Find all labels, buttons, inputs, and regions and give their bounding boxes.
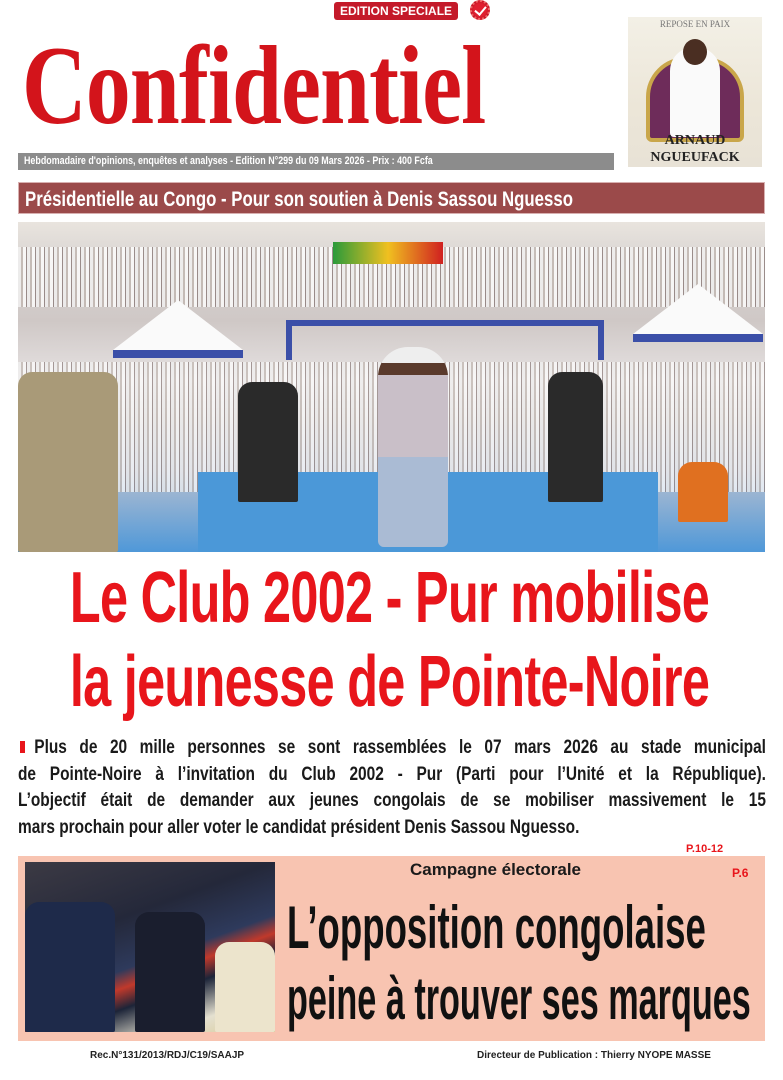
lead-line: Plus de 20 mille personnes se sont rassemblées le 07 mars 2026 au stade municipal (34, 737, 766, 758)
lead-paragraph (18, 735, 766, 841)
lead-line: L’objectif était de demander aux jeunes congolais de se mobiliser massivement le 15 (18, 790, 766, 811)
person-orange-vest (678, 462, 728, 522)
main-headline (22, 556, 762, 724)
newspaper-title: Confidentiel (22, 24, 486, 148)
memorial-photo (628, 17, 762, 167)
memorial-name-line-2: NGUEUFACK (650, 150, 740, 165)
memorial-name-line-1: ARNAUD (664, 133, 726, 148)
tent-right-base (633, 334, 763, 342)
tent-right (633, 284, 763, 334)
stadium-rally-photo (18, 222, 765, 552)
tagline-bar (18, 153, 614, 170)
masthead-logo (22, 22, 622, 151)
registration-number: Rec.N°131/2013/RDJ/C19/SAAJP (90, 1050, 245, 1061)
speaker-figure (378, 347, 448, 547)
lead-line: de Pointe-Noire à l’invitation du Club 2002 - Pur (Parti pour l’Unité et la République). (18, 763, 766, 785)
person-seated (215, 942, 275, 1032)
person-seated (135, 912, 205, 1032)
lead-line: mars prochain pour aller voter le candidat président Denis Sassou Nguesso. (18, 816, 580, 838)
tagline-text: Hebdomadaire d'opinions, enquêtes et analyses - Edition N°299 du 09 Mars 2026 - Prix : 400 Fcfa (24, 155, 433, 167)
stage-frame (286, 320, 604, 360)
secondary-headline-line-1: L’opposition congolaise (287, 894, 706, 961)
badge-line-1: EDITION (340, 4, 389, 18)
headline-line-2: la jeunesse de Pointe-Noire (69, 642, 710, 722)
person-head-shape (683, 39, 707, 65)
publication-director: Directeur de Publication : Thierry NYOPE MASSE (477, 1050, 711, 1061)
secondary-kicker: Campagne électorale (410, 860, 582, 879)
flag-banner (333, 242, 443, 264)
edition-speciale-badge (334, 2, 458, 20)
secondary-headline-line-2: peine à trouver ses marques (287, 965, 751, 1032)
cameraman (238, 382, 298, 502)
memorial-name (628, 132, 762, 166)
headline-line-1: Le Club 2002 - Pur mobilise (69, 558, 710, 638)
page-reference: P.10-12 (686, 843, 724, 855)
cameraman (548, 372, 603, 502)
tent-left-base (113, 350, 243, 358)
opposition-meeting-photo (25, 862, 275, 1032)
person-left (18, 372, 118, 552)
badge-line-2: SPECIALE (392, 4, 453, 18)
checkmark-seal-icon (470, 0, 490, 20)
kicker-text: Présidentielle au Congo - Pour son soutien à Denis Sassou Nguesso (25, 188, 573, 211)
page-reference: P.6 (732, 866, 749, 880)
kicker-bar (18, 182, 765, 214)
tent-left (113, 300, 243, 350)
memorial-caption: REPOSE EN PAIX (659, 19, 731, 29)
person-seated (25, 902, 115, 1032)
